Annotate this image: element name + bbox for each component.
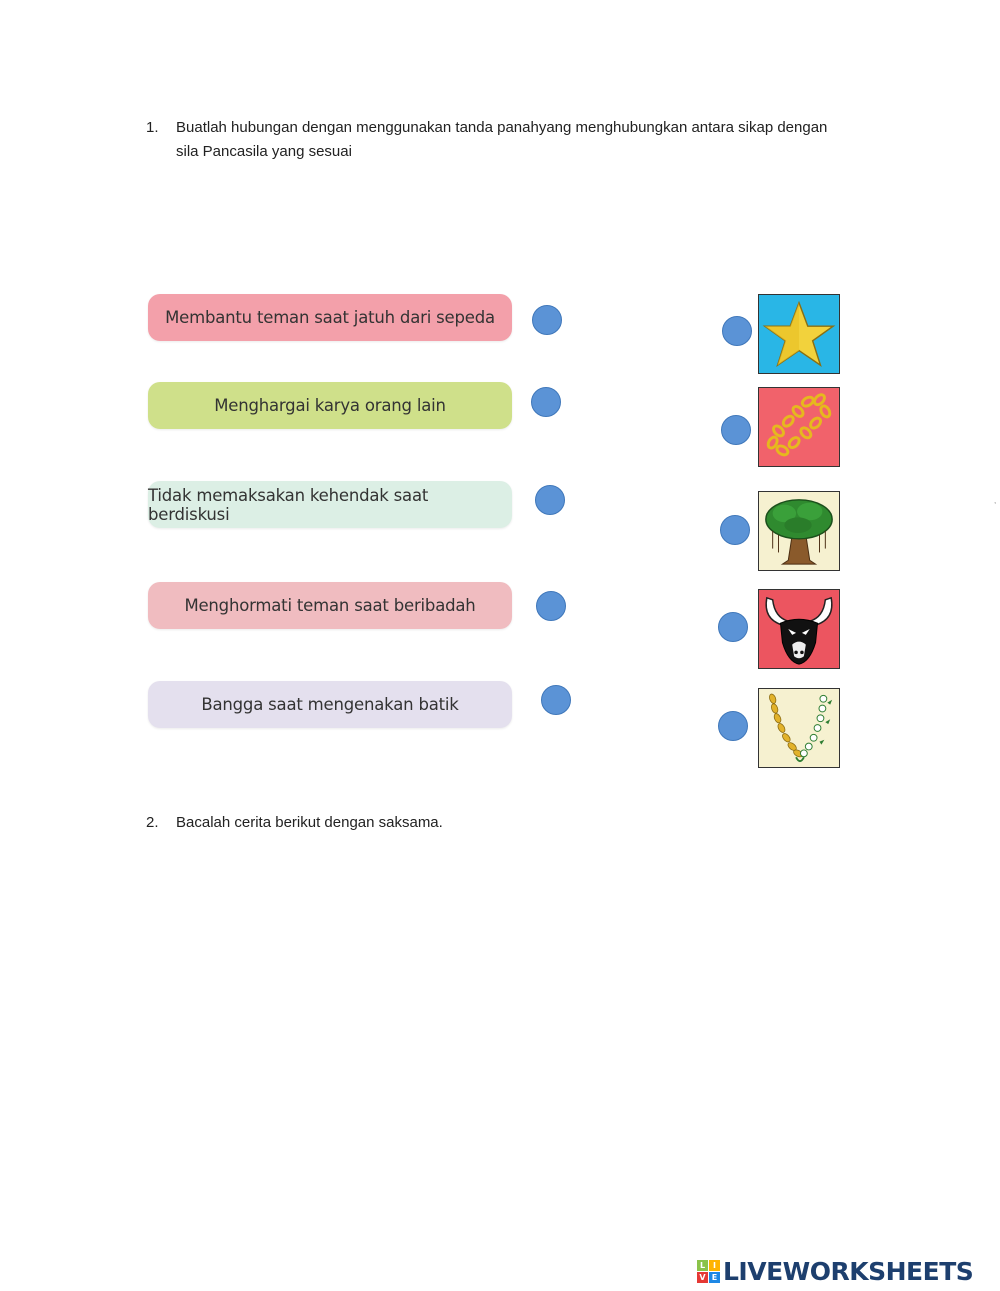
attitude-pill-4: Menghormati teman saat beribadah — [148, 582, 512, 629]
left-match-dot-5[interactable] — [541, 685, 571, 715]
question-2 — [146, 811, 846, 835]
question-text: Bacalah cerita berikut dengan saksama. — [176, 814, 443, 831]
question-text: Buatlah hubungan dengan menggunakan tanda panahyang menghubungkan antara sikap dengan sila Pancasila yang sesuai — [176, 119, 828, 160]
right-match-dot-4[interactable] — [718, 612, 748, 642]
bull-head-icon — [759, 590, 839, 668]
attitude-pill-1: Membantu teman saat jatuh dari sepeda — [148, 294, 512, 341]
left-match-dot-4[interactable] — [536, 591, 566, 621]
left-match-dot-3[interactable] — [535, 485, 565, 515]
left-match-dot-1[interactable] — [532, 305, 562, 335]
symbol-bull-head — [758, 589, 840, 669]
right-match-dot-2[interactable] — [721, 415, 751, 445]
rice-cotton-icon — [759, 689, 839, 767]
liveworksheets-logo[interactable] — [697, 1256, 973, 1286]
logo-text: LIVEWORKSHEETS — [723, 1256, 974, 1286]
star-icon — [759, 295, 839, 373]
chain-icon — [759, 388, 839, 466]
attitude-pill-2: Menghargai karya orang lain — [148, 382, 512, 429]
banyan-tree-icon — [759, 492, 839, 570]
logo-mark-icon: L I V E — [697, 1260, 720, 1283]
symbol-rice-cotton — [758, 688, 840, 768]
left-match-dot-2[interactable] — [531, 387, 561, 417]
symbol-star — [758, 294, 840, 374]
stray-mark: , — [994, 496, 997, 505]
right-match-dot-3[interactable] — [720, 515, 750, 545]
question-1 — [146, 116, 846, 164]
right-match-dot-5[interactable] — [718, 711, 748, 741]
attitude-pill-5: Bangga saat mengenakan batik — [148, 681, 512, 728]
attitude-pill-3: Tidak memaksakan kehendak saat berdiskusi — [148, 481, 512, 528]
question-number: 1. — [146, 119, 159, 136]
symbol-banyan-tree — [758, 491, 840, 571]
symbol-chain — [758, 387, 840, 467]
right-match-dot-1[interactable] — [722, 316, 752, 346]
question-number: 2. — [146, 814, 159, 831]
